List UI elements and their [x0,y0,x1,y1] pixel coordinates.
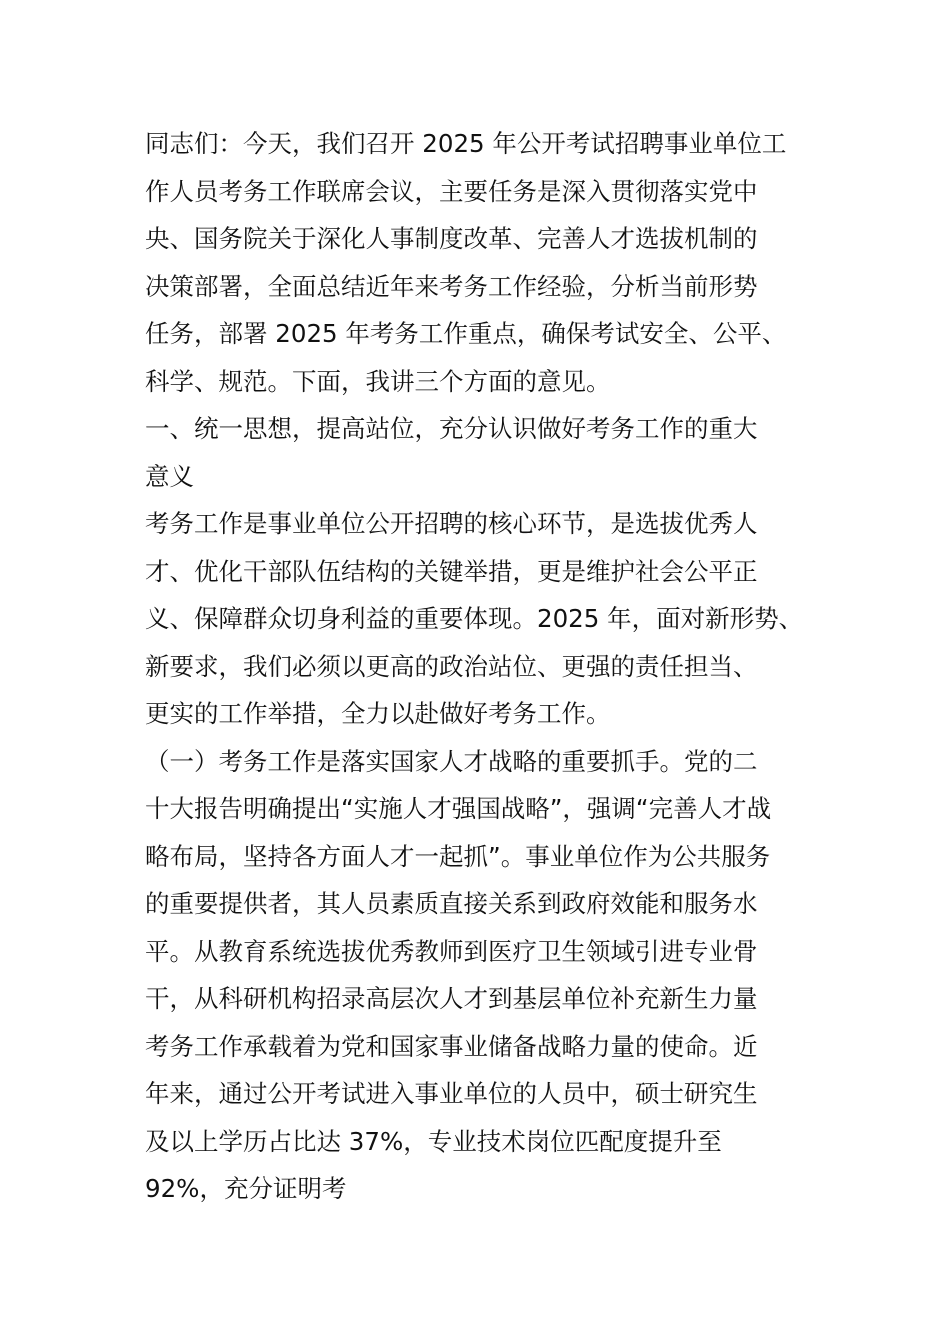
text-line: 的重要提供者，其人员素质直接关系到政府效能和服务水 [145,889,758,918]
text-line: 平。从教育系统选拔优秀教师到医疗卫生领域引进专业骨 [145,936,758,966]
text-line: 考务工作是事业单位公开招聘的核心环节，是选拔优秀人 [145,509,758,538]
text-line: 略布局，坚持各方面人才一起抓”。事业单位作为公共服务 [145,841,771,871]
text-line: 科学、规范。下面，我讲三个方面的意见。 [145,366,611,396]
text-line: 任务，部署 2025 年考务工作重点，确保考试安全、公平、 [145,319,787,348]
paragraph-intro [145,120,810,405]
paragraph-section-1 [145,500,810,738]
text-line: 考务工作承载着为党和国家事业储备战略力量的使命。近 [145,1031,758,1061]
paragraph-subsection-1 [145,738,810,1213]
text-line: 更实的工作举措，全力以赴做好考务工作。 [145,699,611,728]
text-line: 决策部署，全面总结近年来考务工作经验，分析当前形势 [145,271,758,301]
text-line: 十大报告明确提出“实施人才强国战略”，强调“完善人才战 [145,794,772,823]
text-line: （一）考务工作是落实国家人才战略的重要抓手。党的二 [145,746,758,776]
text-line: 及以上学历占比达 37%，专业技术岗位匹配度提升至 [145,1126,722,1156]
text-line: 作人员考务工作联席会议，主要任务是深入贯彻落实党中 [145,176,758,206]
text-line: 干，从科研机构招录高层次人才到基层单位补充新生力量 [145,984,758,1013]
heading-line: 一、统一思想，提高站位，充分认识做好考务工作的重大 [145,414,758,443]
text-line: 义、保障群众切身利益的重要体现。2025 年，面对新形势、 [145,604,804,633]
text-line: 央、国务院关于深化人事制度改革、完善人才选拔机制的 [145,224,758,253]
document-body [145,120,810,1213]
text-line: 同志们：今天，我们召开 2025 年公开考试招聘事业单位工 [145,129,787,158]
text-line: 92%，充分证明考 [145,1174,347,1203]
text-line: 才、优化干部队伍结构的关键举措，更是维护社会公平正 [145,556,758,586]
heading-line: 意义 [145,461,194,491]
text-line: 新要求，我们必须以更高的政治站位、更强的责任担当、 [145,651,758,681]
section-heading-1 [145,405,810,500]
text-line: 年来，通过公开考试进入事业单位的人员中，硕士研究生 [145,1079,758,1108]
